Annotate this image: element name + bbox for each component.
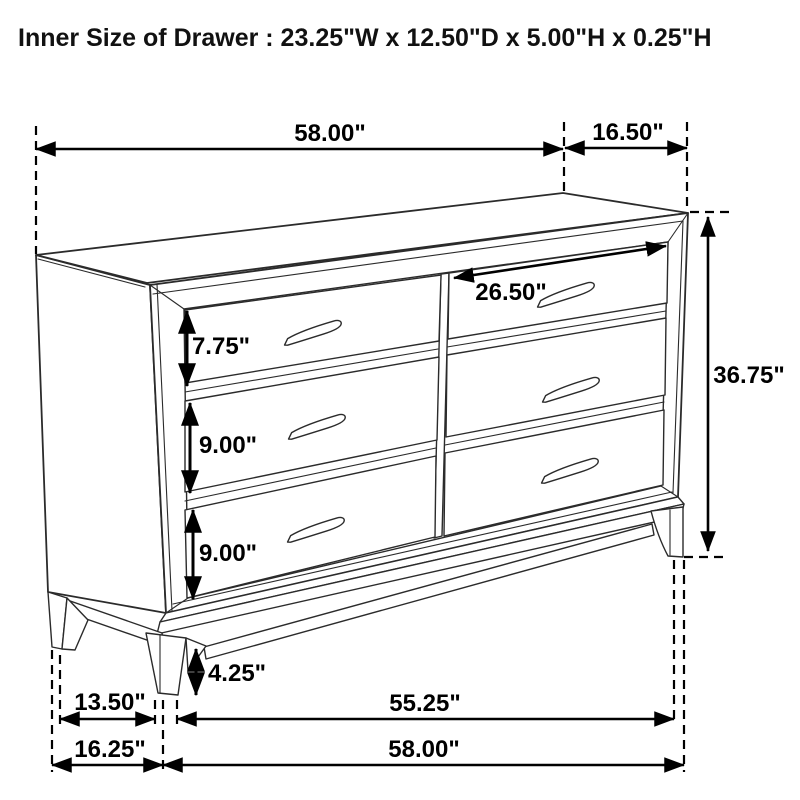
dim-label-foot-depth-overall: 16.25" xyxy=(74,736,146,763)
dim-label-top-width: 58.00" xyxy=(294,120,366,147)
leg-front-right xyxy=(651,507,683,557)
dresser-side-panel xyxy=(36,255,166,613)
dim-label-drawer-width: 26.50" xyxy=(475,279,547,306)
dim-label-overall-height: 36.75" xyxy=(713,362,785,389)
leg-front-left xyxy=(146,633,186,695)
dim-label-top-depth: 16.50" xyxy=(592,119,664,146)
dim-label-leg-height: 4.25" xyxy=(207,660,267,687)
dresser-drawing xyxy=(36,193,688,695)
page-title: Inner Size of Drawer : 23.25"W x 12.50"D x 5.00"H x 0.25"H xyxy=(18,24,712,52)
dim-label-drawer3-height: 9.00" xyxy=(198,540,258,567)
dim-label-drawer2-height: 9.00" xyxy=(198,432,258,459)
dim-label-drawer1-height: 7.75" xyxy=(191,333,251,360)
dim-label-foot-width-inner: 55.25" xyxy=(389,690,461,717)
dim-label-foot-depth-inner: 13.50" xyxy=(74,689,146,716)
dim-label-foot-width-overall: 58.00" xyxy=(388,736,460,763)
